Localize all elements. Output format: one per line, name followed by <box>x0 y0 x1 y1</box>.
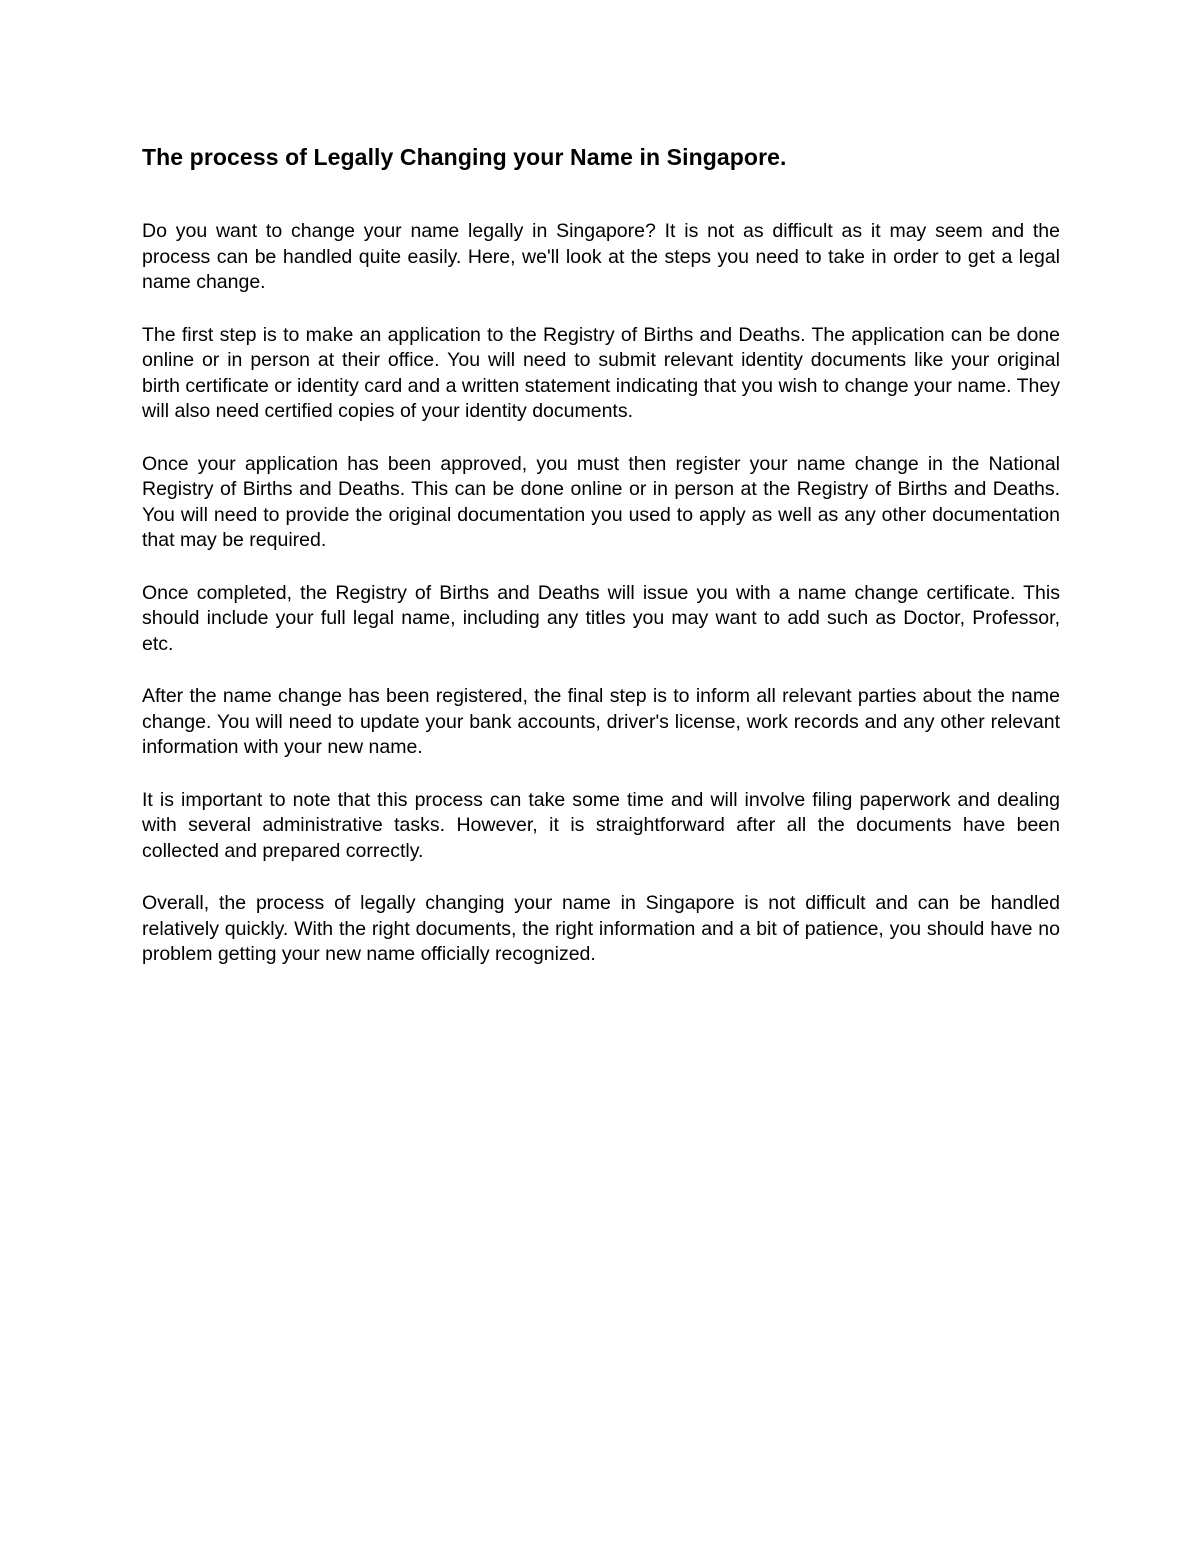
paragraph-conclusion: Overall, the process of legally changing your name in Singapore is not difficult and can be handled relatively quickly. With the right documents, the right information and a bit of patience, you should have no problem getting your new name officially recognized. <box>142 892 1060 965</box>
paragraph-certificate: Once completed, the Registry of Births and Deaths will issue you with a name change certificate. This should include your full legal name, including any titles you may want to add such as Doctor, Professor, etc. <box>142 581 1060 655</box>
paragraph-inform-parties: After the name change has been registered, the final step is to inform all relevant parties about the name change. You will need to update your bank accounts, driver's license, work records and any other relevant information with your new name. <box>142 685 1060 758</box>
document-title: The process of Legally Changing your Name in Singapore. <box>142 144 787 170</box>
paragraph-note: It is important to note that this process can take some time and will involve filing paperwork and dealing with several administrative tasks. However, it is straightforward after all the documents have been collected and prepared correctly. <box>142 788 1060 862</box>
paragraph-registration: Once your application has been approved, you must then register your name change in the National Registry of Births and Deaths. This can be done online or in person at the Registry of Births and Deaths. You will need to provide the original documentation you used to apply as well as any other documentation that may be required. <box>142 452 1060 551</box>
paragraph-list <box>142 219 1060 968</box>
paragraph-intro: Do you want to change your name legally in Singapore? It is not as difficult as it may seem and the process can be handled quite easily. Here, we'll look at the steps you need to take in order to get a legal name change. <box>142 220 1060 293</box>
document-body <box>142 140 1060 995</box>
paragraph-application: The first step is to make an application to the Registry of Births and Deaths. The application can be done online or in person at their office. You will need to submit relevant identity documents like your original birth certificate or identity card and a written statement indicating that you wish to change your name. They will also need certified copies of your identity documents. <box>142 323 1060 422</box>
